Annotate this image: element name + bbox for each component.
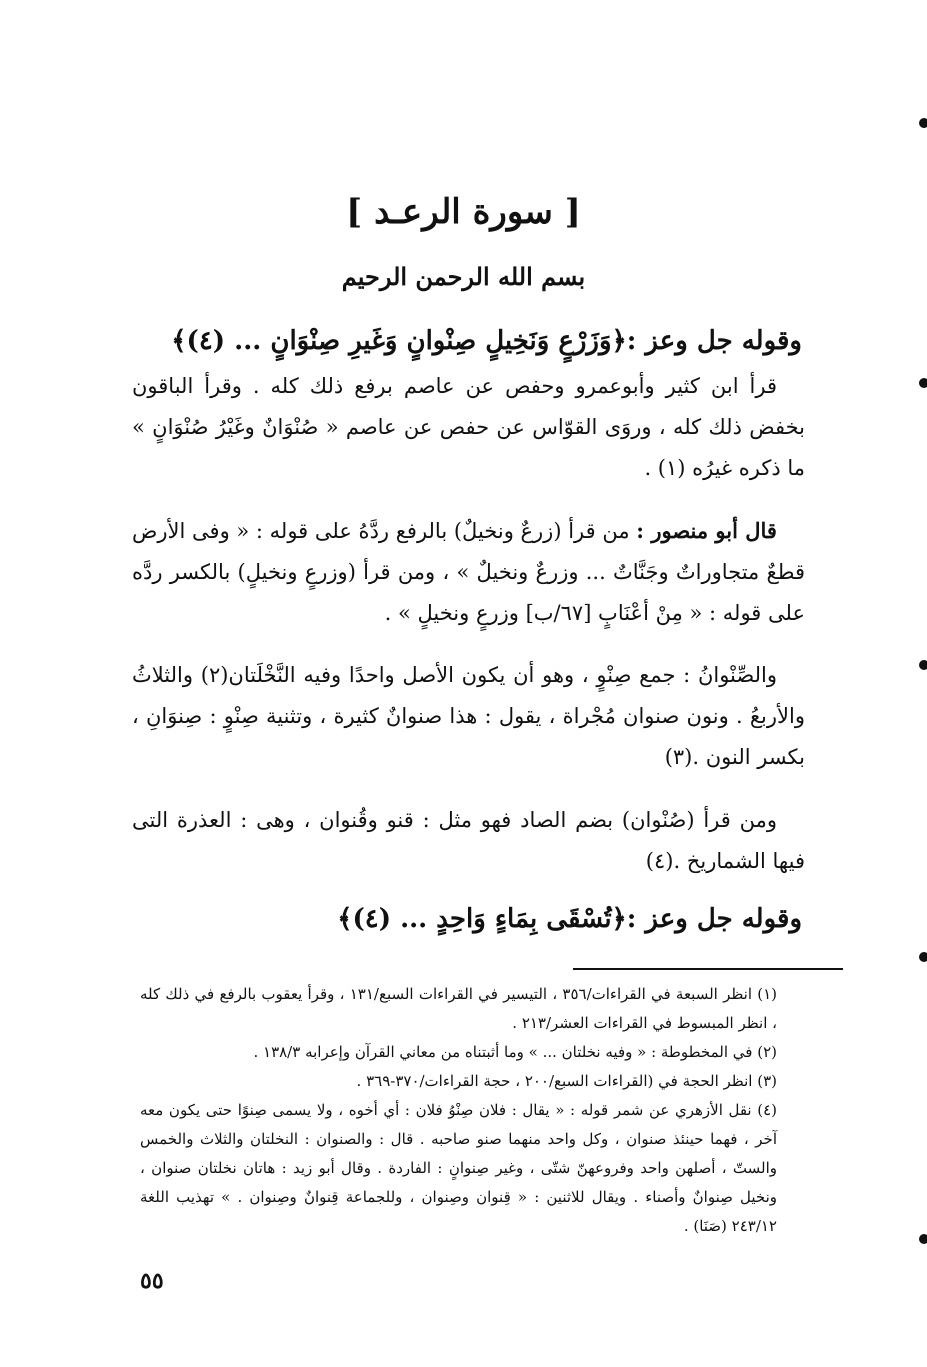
footnote-2: (٢) في المخطوطة : « وفيه نخلتان ... » وما أثبتناه من معاني القرآن وإعرابه ١٣٨/٣ . (253, 1043, 777, 1061)
verse-heading-2: وقوله جل وعز :﴿تُسْقَى بِمَاءٍ وَاحِدٍ ... (٤)﴾ (337, 904, 802, 934)
scan-edge-mark (919, 118, 927, 128)
paragraph-lead: قال أبو منصور : (636, 518, 777, 543)
page-number: ٥٥ (140, 1268, 164, 1294)
paragraph-abu-mansur (132, 510, 805, 634)
surah-title: [ سورة الرعـد ] (346, 192, 581, 232)
basmala: بسم الله الرحمن الرحيم (341, 262, 586, 291)
verse-heading-1: وقوله جل وعز :﴿وَزَرْعٍ وَنَخِيلٍ صِنْوانٍ وَغَيرِ صِنْوَانٍ ... (٤)﴾ (171, 326, 802, 356)
footnote-3: (٣) انظر الحجة في (القراءات السبع/٢٠٠ ، حجة القراءات/٣٧٠-٣٦٩ . (356, 1072, 777, 1090)
paragraph-sinwan: والصِّنْوانُ : جمع صِنْوٍ ، وهو أن يكون الأصل واحدًا وفيه النَّخْلَتان(٢) والثلاثُ والأربعُ . ونون صنوان مُجْراة ، يقول : هذا صنوانٌ كثيرة ، وتثنية صِنْوٍ : صِنوَانِ ، بكسر النون .(٣) (132, 663, 805, 769)
paragraph-sunwan: ومن قرأ (صُنْوان) بضم الصاد فهو مثل : قنو وقُنوان ، وهى : العذرة التى فيها الشماريخ .(٤) (132, 808, 805, 873)
footnote-4: (٤) نقل الأزهري عن شمر قوله : « يقال : فلان صِنْوُ فلان : أي أخوه ، ولا يسمى صِنوًا حتى يكون معه آخر ، فهما حينئذ صنوان ، وكل واحد منهما صنو صاحبه . قال : والصنوان : النخلتان والثلاث والخمس والستّ ، أصلهن واحد وفروعهنّ شتّى ، وغير صِنوانٍ : الفاردة . وقال أبو زيد : هاتان نخلتان صنوان ، ونخيل صِنوانٌ وأصناء . ويقال للاثنين : « قِنوان وصِنوان ، وللجماعة قِنوانٌ وصِنوان . » تهذيب اللغة ٢٤٣/١٢ (صَنَا) . (140, 1101, 777, 1235)
footnote-separator (573, 968, 843, 970)
scan-edge-mark (919, 378, 927, 388)
scan-edge-mark (919, 952, 927, 962)
scan-edge-mark (919, 660, 927, 670)
footnotes (140, 980, 799, 1241)
paragraph-body: من قرأ (زرعٌ ونخيلٌ) بالرفع ردَّهُ على قوله : « وفى الأرض قطعٌ متجاوراتٌ وجَنَّاتٌ ... وزرعٌ ونخيلٌ » ، ومن قرأ (وزرعٍ ونخيلٍ) بالكسر ردَّه على قوله : « مِنْ أعْنَابٍ [٦٧/ب] وزرعٍ ونخيلٍ » . (132, 519, 805, 625)
footnote-1: (١) انظر السبعة في القراءات/٣٥٦ ، التيسير في القراءات السبع/١٣١ ، وقرأ يعقوب بالرفع في ذلك كله ، انظر المبسوط في القراءات العشر/٢١٣ . (140, 985, 778, 1032)
paragraph-readings: قرأ ابن كثير وأبوعمرو وحفص عن عاصم برفع ذلك كله . وقرأ الباقون بخفض ذلك كله ، وروَى القوّاس عن حفص عن عاصم « صُنْوَانٌ وغَيْرُ صُنْوَانٍ » ما ذكره غيرُه (١) . (132, 374, 805, 480)
scan-edge-mark (919, 1234, 927, 1244)
